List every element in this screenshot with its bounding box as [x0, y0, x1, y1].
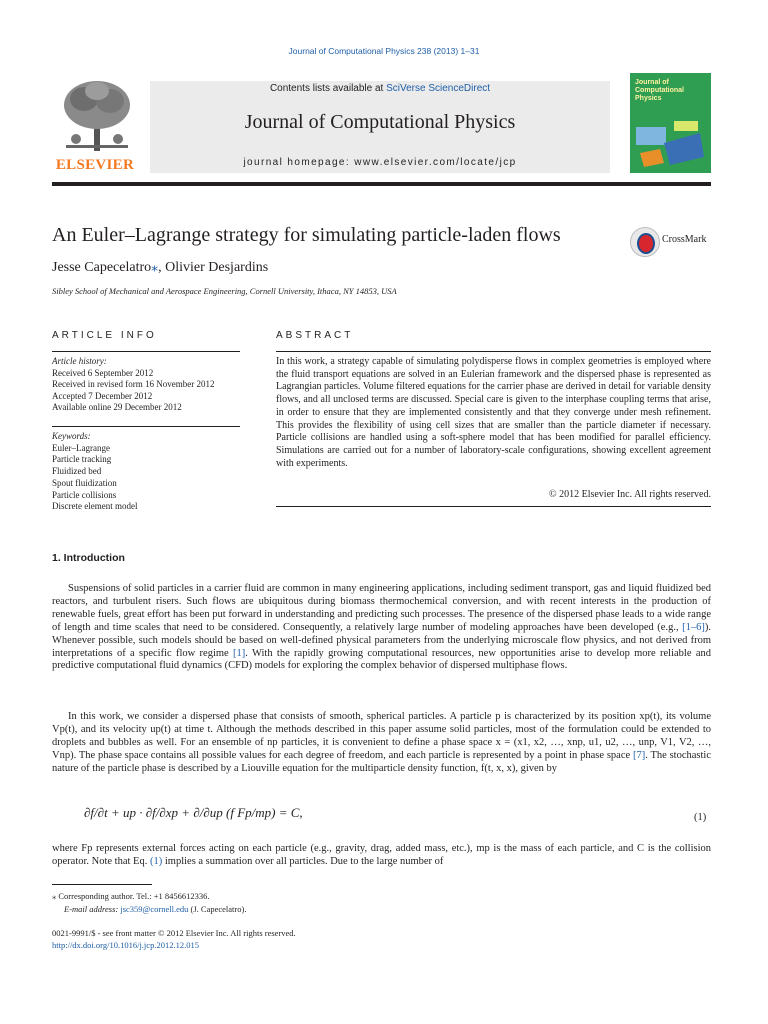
abstract-rule-bottom: [276, 506, 711, 507]
author-name: Olivier Desjardins: [165, 260, 269, 275]
corresponding-author-link[interactable]: ⁎: [151, 260, 159, 275]
paragraph-text: Suspensions of solid particles in a carrier fluid are common in many engineering applications, including sediment transport, gas and liquid fluidized bed reactors, and turbulent risers. Such flows are ubiquitous during biomass thermochemical conversion, and with recent interests in the production of renewable fuels, great effort has been put forward in understanding and predicting such processes. The presence of the dispersed phase leads to a wide range of length and time scales that need to be considered. Consequently, a relatively large number of modeling approaches have been developed (e.g.,: [52, 583, 711, 633]
email-label: E-mail address:: [64, 903, 121, 914]
paragraph-text: . With the rapidly growing computational resources, new opportunities arise to develop more reliable and predictive computational fluid dynamics (CFD) models for exploring the complex behavior of dispersed multiphase flows.: [52, 647, 711, 672]
reference-link[interactable]: [1–6]: [682, 621, 705, 633]
email-note: [52, 903, 246, 916]
front-matter: [52, 927, 296, 951]
doi-link[interactable]: http://dx.doi.org/10.1016/j.jcp.2012.12.015: [52, 940, 199, 950]
paragraph-text: In this work, we consider a dispersed phase that consists of smooth, spherical particles. A particle p is characterized by its position xp(t), its volume Vp(t), and its velocity up(t) at time t. Although the methods described in this paper assume solid particles, most of the formulation could be extended to droplets and bubbles as well. For an ensemble of np particles, it is convenient to define a phase space x = (x1, x2, …, xnp, u1, u2, …, unp, V1, V2, …, Vnp). The phase space contains all possible values for each degree of freedom, and each particle is represented by a point in phase space: [52, 711, 711, 761]
contents-line: [150, 83, 610, 94]
journal-homepage: [150, 157, 610, 168]
history-rule: [52, 426, 240, 427]
keyword-item: Particle collisions: [52, 489, 117, 500]
reference-link[interactable]: [1]: [233, 647, 246, 659]
article-info-rule: [52, 351, 240, 352]
author-list: [52, 259, 268, 276]
intro-paragraph: [52, 843, 711, 869]
crossmark-button[interactable]: [630, 227, 714, 257]
author-separator: ,: [158, 260, 166, 275]
reference-link[interactable]: [7]: [632, 749, 646, 761]
history-label: Article history:: [52, 356, 107, 366]
abstract-text: In this work, a strategy capable of simulating polydisperse flows in complex geometries is employed where the fluid transport equations are solved in an Eulerian framework and the dispersed phase is represented as Lagrangian particles. Volume filtered equations for the carrier phase are derived in detail for variable density flows, and all unclosed terms are discussed. Special care is given to the interphase coupling terms that arise, in order to ensure that they are implemented consistently and that they converge under mesh refinement. This provides the flexibility of using cell sizes that are smaller than the particle diameter if necessary. Particle collisions are handled using a soft-sphere model that has been modified for parallel efficiency. Simulations are carried out for a number of laboratory-scale configurations, showing excellent agreement with experiments.: [276, 356, 712, 469]
equation-liouville: ∂f/∂t + up · ∂f/∂xp + ∂/∂up (f Fp/mp) = C,: [84, 805, 303, 820]
keyword-item: Spout fluidization: [52, 477, 117, 488]
crossmark-icon: [630, 227, 660, 257]
paragraph-text: where Fp represents external forces acting on each particle (e.g., gravity, drag, added mass, etc.), mp is the mass of each particle, and C is the collision operator. Note that Eq.: [52, 843, 711, 867]
history-item: Received in revised form 16 November 2012: [52, 379, 215, 389]
cover-title: [635, 79, 695, 103]
cover-title-line-1: Journal of: [635, 79, 669, 86]
homepage-prefix: journal homepage:: [243, 157, 355, 168]
email-owner: (J. Capecelatro).: [188, 903, 247, 914]
keywords-label: Keywords:: [52, 431, 91, 441]
journal-banner: [150, 81, 610, 173]
history-item: Available online 29 December 2012: [52, 402, 182, 412]
email-link[interactable]: jsc359@cornell.edu: [120, 903, 189, 914]
elsevier-logo: [52, 79, 138, 173]
intro-paragraph: [52, 711, 711, 776]
cover-title-line-2: Computational: [635, 87, 684, 94]
sciencedirect-link[interactable]: SciVerse ScienceDirect: [386, 83, 491, 94]
article-history: [52, 356, 240, 414]
abstract-rule-top: [276, 351, 711, 352]
cover-illustration-icon: [630, 113, 711, 173]
homepage-link[interactable]: www.elsevier.com/locate/jcp: [354, 157, 517, 168]
issn-line: 0021-9991/$ - see front matter © 2012 Elsevier Inc. All rights reserved.: [52, 928, 296, 938]
equation-link[interactable]: (1): [149, 855, 163, 867]
footnotes: [52, 890, 246, 915]
journal-citation[interactable]: Journal of Computational Physics 238 (2013) 1–31: [288, 46, 480, 56]
paragraph-text: implies a summation over all particles. Due to the large number of: [162, 855, 444, 867]
journal-cover-image: [630, 73, 711, 173]
affiliation: Sibley School of Mechanical and Aerospace Engineering, Cornell University, Ithaca, NY 14853, USA: [52, 286, 397, 296]
intro-paragraph: [52, 583, 711, 673]
keywords: [52, 431, 240, 513]
journal-name: Journal of Computational Physics: [244, 111, 516, 133]
contents-prefix: Contents lists available at: [269, 83, 387, 94]
elsevier-tree-icon: [62, 79, 132, 153]
equation-number: (1): [694, 812, 707, 823]
keyword-item: Fluidized bed: [52, 466, 102, 477]
footnote-rule: [52, 884, 152, 885]
history-item: Received 6 September 2012: [52, 367, 154, 378]
journal-masthead: [52, 73, 711, 177]
crossmark-label: CrossMark: [662, 234, 707, 245]
elsevier-wordmark: ELSEVIER: [55, 157, 135, 173]
header-rule: [52, 182, 711, 186]
article-title: An Euler–Lagrange strategy for simulating particle-laden flows: [52, 224, 561, 246]
history-item: Accepted 7 December 2012: [52, 390, 153, 401]
section-heading-introduction: 1. Introduction: [52, 552, 125, 564]
keyword-item: Euler–Lagrange: [52, 442, 110, 453]
keyword-item: Particle tracking: [52, 454, 112, 465]
cover-title-line-3: Physics: [635, 95, 662, 102]
paragraph-text: ). Whenever possible, such models should be based on well-defined physical parameters from the underlying microscale flow physics, and not derived from interpretations of a specific flow regime: [52, 621, 711, 659]
keyword-item: Discrete element model: [52, 501, 138, 512]
article-info-heading: ARTICLE INFO: [52, 330, 157, 341]
corresponding-author-note: ⁎ Corresponding author. Tel.: +1 8456612336.: [52, 891, 210, 901]
paragraph-text: . The stochastic nature of the particle phase is described by a Liouville equation for the multiparticle density function, f(t, x, x), given by: [52, 749, 711, 774]
abstract-heading: ABSTRACT: [276, 330, 354, 341]
abstract-copyright: © 2012 Elsevier Inc. All rights reserved.: [548, 489, 711, 500]
author-name: Jesse Capecelatro: [52, 260, 152, 275]
